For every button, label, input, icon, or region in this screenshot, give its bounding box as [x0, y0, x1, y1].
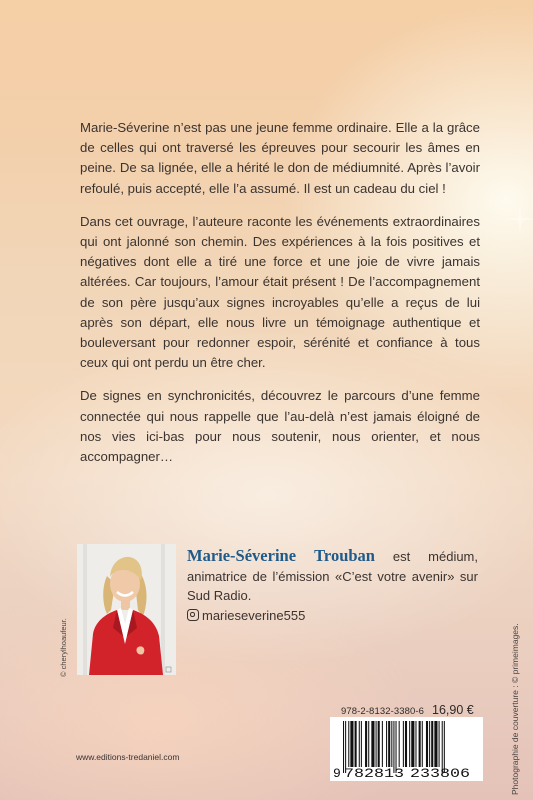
barcode-bar — [429, 721, 430, 767]
barcode-right-digits: 233806 — [410, 766, 470, 781]
barcode-bar — [365, 721, 367, 767]
photo-credit: © cherylhoaufeur. — [59, 618, 68, 677]
barcode-bar — [411, 721, 414, 767]
barcode-first-digit: 9 — [333, 766, 341, 781]
barcode-bar — [405, 721, 407, 767]
author-bio — [187, 546, 478, 625]
barcode-bar — [419, 721, 421, 767]
barcode-bar — [403, 721, 404, 767]
price: 16,90 € — [432, 703, 474, 717]
cover-photo-credit: Photographie de couverture : © primeimages. — [510, 623, 520, 795]
back-cover-text — [80, 118, 480, 480]
author-name: Marie-Séverine Trouban — [187, 546, 375, 565]
barcode-bar — [426, 721, 428, 767]
barcode-bar — [386, 721, 387, 767]
barcode-bar — [422, 721, 423, 767]
barcode-bar — [371, 721, 374, 767]
barcode-bar — [409, 721, 410, 767]
barcode-bar — [350, 721, 353, 767]
barcode-bar — [378, 721, 380, 767]
barcode-bar — [359, 721, 360, 767]
barcode-bar — [439, 721, 440, 767]
instagram-handle-text: marieseverine555 — [202, 607, 306, 623]
barcode-bar — [388, 721, 390, 767]
barcode-bar — [361, 721, 362, 767]
barcode-bar — [348, 721, 349, 767]
paragraph-1: Marie-Séverine n’est pas une jeune femme ordinaire. Elle a la grâce de celles qui ont traversé les épreuves pour secourir les âmes en peine. De sa lignée, elle a hérité le don de médiumnité. Après l’avoir refoulé, puis accepté, elle l’a assumé. Il est un cadeau du ciel ! — [80, 120, 480, 196]
instagram-icon — [187, 609, 199, 621]
barcode — [330, 717, 483, 781]
barcode-bar — [391, 721, 392, 767]
isbn: 978-2-8132-3380-6 — [341, 706, 425, 717]
sparkle-star-icon — [505, 204, 533, 234]
author-photo — [77, 544, 176, 675]
barcode-bar — [368, 721, 369, 767]
paragraph-3: De signes en synchronicités, découvrez le parcours d’une femme connectée qui nous rappelle que l’au-delà n’est jamais éloigné de nos vies ici-bas pour nous soutenir, nous orienter, et nous accompagner… — [80, 388, 480, 465]
paragraph-2: Dans cet ouvrage, l’auteure raconte les événements extraordinaires qui ont jalonné son chemin. Des expériences à la fois positives et négatives dont elle a tiré une force et une joie de vivre jamais altérées. Car toujours, l’amour était présent ! De l’accompagnement de son père jusqu’aux signes incroyables qu’elle a reçus de lui après son départ, elle nous livre un témoignage authentique et bouleversant pour redonner espoir, sérénité et confiance à tous ceux qui ont perdu un être cher. — [80, 213, 480, 371]
barcode-bar — [434, 721, 437, 767]
barcode-bar — [355, 721, 357, 767]
barcode-bar — [415, 721, 416, 767]
author-bio-text: est médium, animatrice de l’émission «C’est votre avenir» sur Sud Radio. — [187, 549, 478, 603]
barcode-bar — [382, 721, 383, 767]
publisher-website[interactable]: www.editions-tredaniel.com — [76, 752, 180, 762]
barcode-left-digits: 782813 — [344, 766, 404, 781]
instagram-handle[interactable] — [187, 606, 478, 626]
barcode-bar — [431, 721, 433, 767]
barcode-bar — [399, 721, 400, 767]
barcode-bar — [376, 721, 377, 767]
